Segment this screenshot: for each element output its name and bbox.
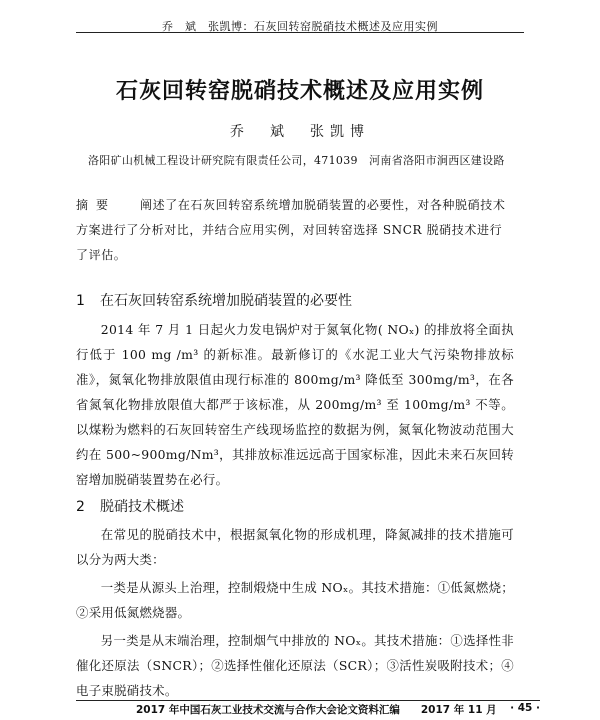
section-heading-text: 脱硝技术概述 [100,499,184,515]
abstract-text: 阐述了在石灰回转窑系统增加脱硝装置的必要性，对各种脱硝技术方案进行了分析对比，并结合应用实例，对回转窑选择 SNCR 脱硝技术进行了评估。 [76,198,506,262]
footer-conference: 2017 年中国石灰工业技术交流与合作大会论文资料汇编 2017 年 11 月 [136,704,497,715]
abstract-label: 摘要 [76,198,117,212]
affiliation: 洛阳矿山机械工程设计研究院有限责任公司，471039 河南省洛阳市涧西区建设路 [88,154,505,167]
page-footer [76,700,540,715]
running-header [76,18,524,33]
abstract [76,193,514,268]
authors: 乔 斌 张凯博 [230,124,370,140]
running-title: 乔 斌 张凯博：石灰回转窑脱硝技术概述及应用实例 [162,20,438,33]
section-2-paragraph: 另一类是从末端治理，控制烟气中排放的 NOₓ。其技术措施：①选择性非催化还原法（SNCR）；②选择性催化还原法（SCR）；③活性炭吸附技术；④电子束脱硝技术。 [76,633,514,698]
section-heading-text: 在石灰回转窑系统增加脱硝装置的必要性 [100,293,352,309]
section-number: 2 [76,499,85,515]
section-2-paragraph: 一类是从源头上治理，控制煅烧中生成 NOₓ。其技术措施：①低氮燃烧；②采用低氮燃烧器。 [76,580,514,620]
section-1-heading [76,290,352,310]
paper-title: 石灰回转窑脱硝技术概述及应用实例 [115,79,484,104]
section-2-heading [76,496,184,516]
section-2-paragraph: 在常见的脱硝技术中，根据氮氧化物的形成机理，降氮减排的技术措施可以分为两大类： [76,527,514,567]
page-number: · 45 · [510,702,540,714]
section-1-paragraph: 2014 年 7 月 1 日起火力发电锅炉对于氮氧化物( NOₓ) 的排放将全面执行低于 100 mg /m³ 的新标准。最新修订的《水泥工业大气污染物排放标准》，氮氧化物排放限值由现行标准的 800mg/m³ 降低至 300mg/m³，在各省氮氧化物排放限值大都严于该标准，从 200mg/m³ 至 100mg/m³ 不等。以煤粉为燃料的石灰回转窑生产线现场监控的数据为例，氮氧化物波动范围大约在 500~900mg/Nm³，其排放标准远远高于国家标准，因此未来石灰回转窑增加脱硝装置势在必行。 [76,322,514,487]
section-number: 1 [76,293,85,309]
